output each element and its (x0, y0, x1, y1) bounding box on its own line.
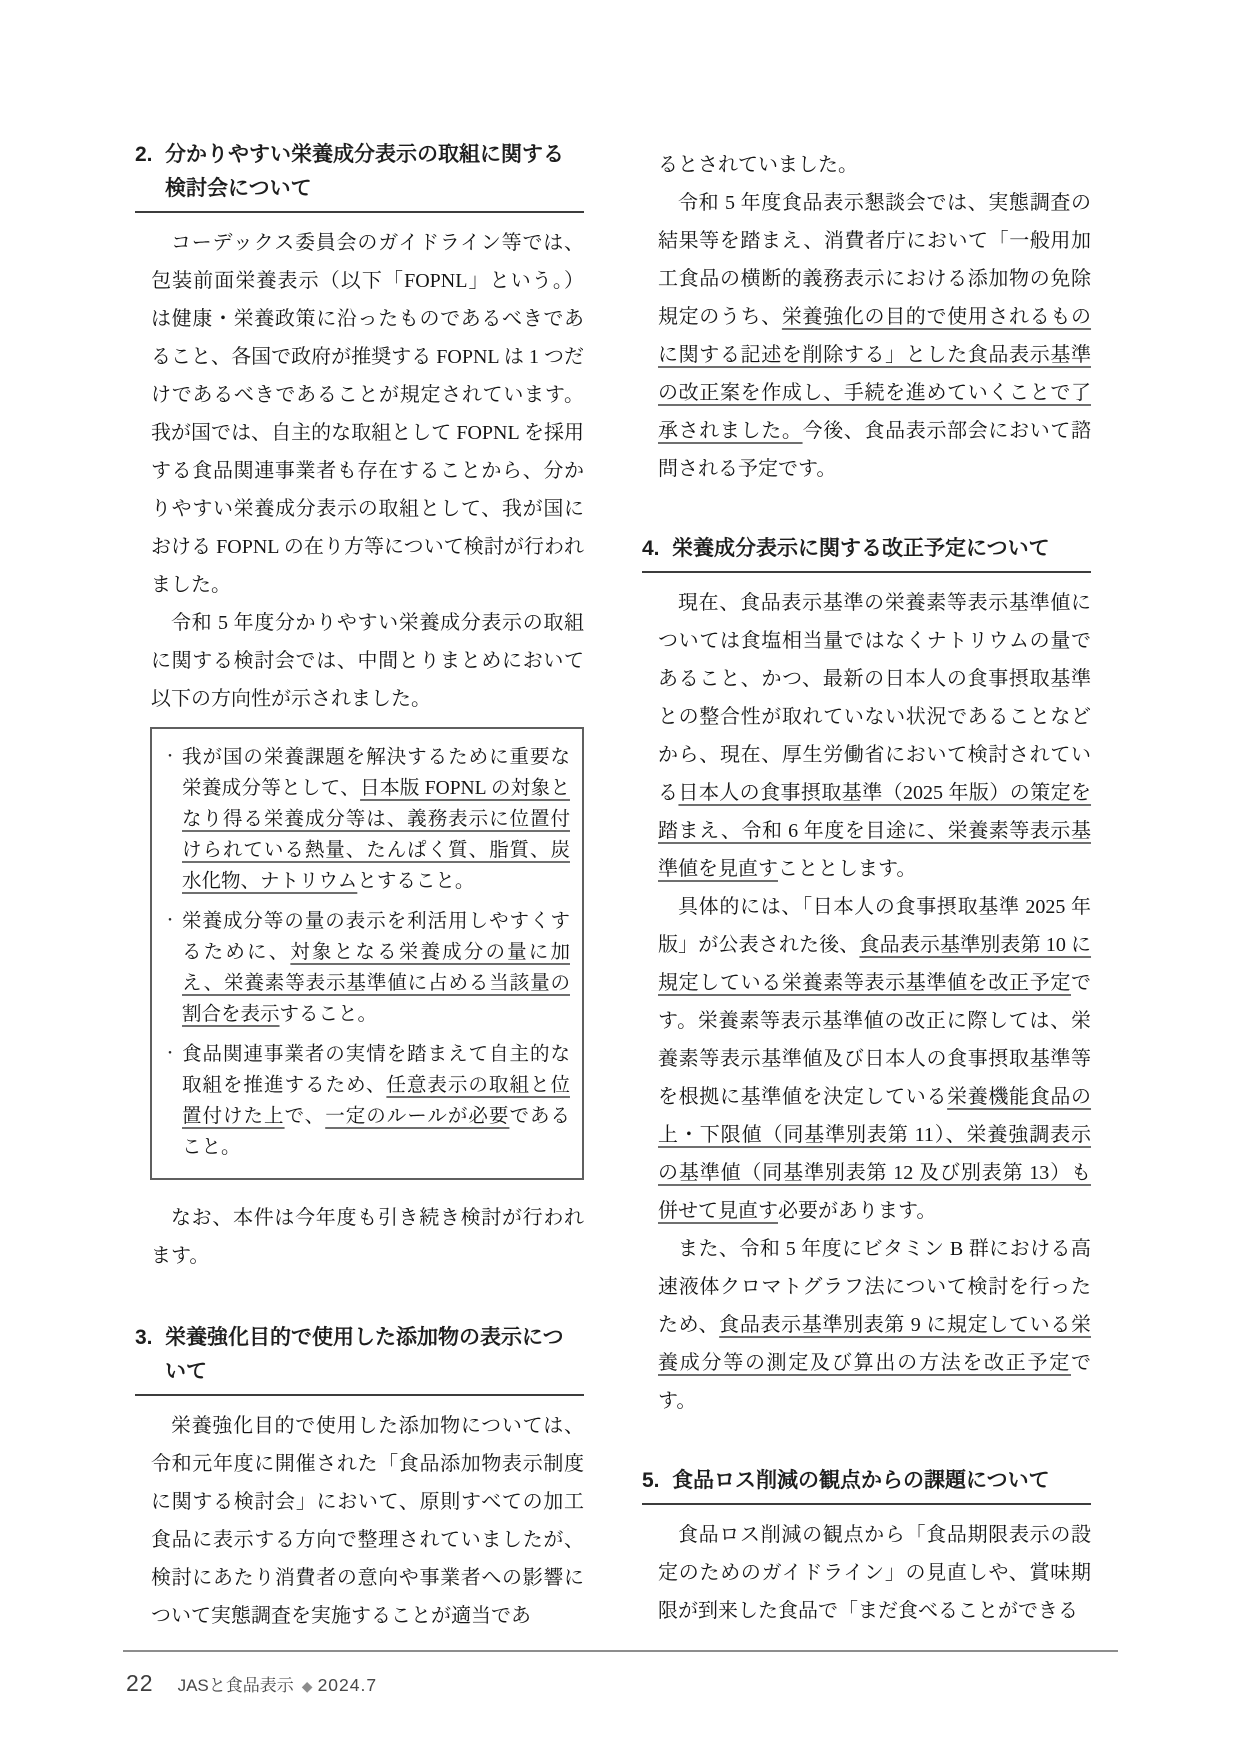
two-column-layout (135, 138, 1091, 1635)
section-4-title: 栄養成分表示に関する改正予定について (672, 537, 1050, 560)
diamond-icon: ◆ (301, 1678, 313, 1694)
section-heading-2 (135, 138, 584, 213)
section-2-paragraph-2: 令和 5 年度分かりやすい栄養成分表示の取組に関する検討会では、中間とりまとめにおいて以下の方向性が示されました。 (151, 612, 584, 710)
summary-bullet-2 (158, 906, 570, 1030)
section-2-number: 2. (135, 143, 153, 166)
bullet-marker: ・ (163, 750, 177, 765)
bullet-marker: ・ (163, 1047, 177, 1062)
section-2-note-paragraph: なお、本件は今年度も引き続き検討が行われます。 (151, 1207, 584, 1267)
section-3-paragraph-2: 令和 5 年度食品表示懇談会では、実態調査の結果等を踏まえ、消費者庁において「一般用加工食品の横断的義務表示における添加物の免除規定のうち、栄養強化の目的で使用されるものに関する記述を削除する」とした食品表示基準の改正案を作成し、手続を進めていくことで了承されました。今後、食品表示部会において諮問される予定です。 (658, 192, 1092, 480)
footer-divider (123, 1650, 1118, 1652)
interim-summary-box (150, 727, 584, 1180)
section-3-paragraph-continuation: るとされていました。 (658, 154, 858, 176)
right-column (642, 138, 1091, 1635)
section-2-title: 分かりやすい栄養成分表示の取組に関する検討会について (165, 143, 564, 200)
bullet-text: 栄養成分等の量の表示を利活用しやすくするために、対象となる栄養成分の量に加え、栄養素等表示基準値に占める当該量の割合を表示すること。 (182, 911, 570, 1025)
section-2-paragraph-1: コーデックス委員会のガイドライン等では、包装前面栄養表示（以下「FOPNL」という。）は健康・栄養政策に沿ったものであるべきであること、各国で政府が推奨する FOPNL は 1 つだけであるべきであることが規定されています。我が国では、自主的な取組として FOPNL を採用する食品関連事業者も存在することから、分かりやすい栄養成分表示の取組として、我が国における FOPNL の在り方等について検討が行われました。 (151, 232, 584, 596)
section-heading-5 (642, 1464, 1091, 1505)
left-column (135, 138, 584, 1635)
section-5-number: 5. (642, 1469, 660, 1492)
bullet-text: 我が国の栄養課題を解決するために重要な栄養成分等として、日本版 FOPNL の対象となり得る栄養成分等は、義務表示に位置付けられている熱量、たんぱく質、脂質、炭水化物、ナトリウムとすること。 (182, 747, 570, 892)
section-3-paragraph-1: 栄養強化目的で使用した添加物については、令和元年度に開催された「食品添加物表示制度に関する検討会」において、原則すべての加工食品に表示する方向で整理されていましたが、検討にあたり消費者の意向や事業者への影響について実態調査を実施することが適当であ (151, 1415, 584, 1627)
section-heading-3 (135, 1321, 584, 1396)
section-3-title: 栄養強化目的で使用した添加物の表示について (165, 1326, 564, 1383)
summary-bullet-3 (158, 1039, 570, 1163)
section-3-number: 3. (135, 1326, 153, 1349)
section-heading-4 (642, 532, 1091, 573)
section-4-number: 4. (642, 537, 660, 560)
section-4-paragraph-3: また、令和 5 年度にビタミン B 群における高速液体クロマトグラフ法について検討を行ったため、食品表示基準別表第 9 に規定している栄養成分等の測定及び算出の方法を改正予定です。 (658, 1238, 1091, 1412)
section-5-paragraph-1: 食品ロス削減の観点から「食品期限表示の設定のためのガイドライン」の見直しや、賞味期限が到来した食品で「まだ食べることができる (658, 1524, 1091, 1622)
section-4-paragraph-1: 現在、食品表示基準の栄養素等表示基準値については食塩相当量ではなくナトリウムの量であること、かつ、最新の日本人の食事摂取基準との整合性が取れていない状況であることなどから、現在、厚生労働省において検討されている日本人の食事摂取基準（2025 年版）の策定を踏まえ、令和 6 年度を目途に、栄養素等表示基準値を見直すこととします。 (658, 592, 1092, 880)
issue-date: 2024.7 (317, 1675, 378, 1695)
section-5-title: 食品ロス削減の観点からの課題について (672, 1469, 1050, 1492)
bullet-marker: ・ (163, 914, 177, 929)
summary-bullet-1 (158, 742, 570, 897)
section-4-paragraph-2: 具体的には、「日本人の食事摂取基準 2025 年版」が公表された後、食品表示基準別表第 10 に規定している栄養素等表示基準値を改正予定です。栄養素等表示基準値の改正に際しては、栄養素等表示基準値及び日本人の食事摂取基準等を根拠に基準値を決定している栄養機能食品の上・下限値（同基準別表第 11）、栄養強調表示の基準値（同基準別表第 12 及び別表第 13）も併せて見直す必要があります。 (658, 896, 1092, 1222)
journal-title: JASと食品表示 (177, 1676, 294, 1695)
bullet-text: 食品関連事業者の実情を踏まえて自主的な取組を推進するため、任意表示の取組と位置付けた上で、一定のルールが必要であること。 (182, 1044, 570, 1158)
page-footer (126, 1670, 377, 1697)
page-number: 22 (126, 1670, 154, 1696)
